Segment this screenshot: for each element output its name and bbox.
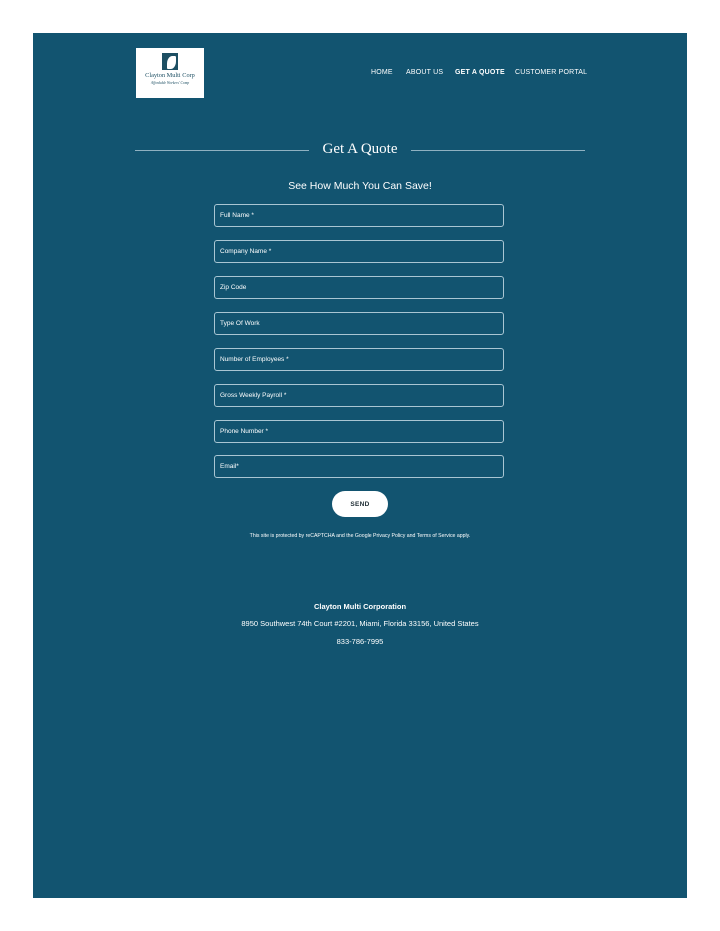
nav-get-a-quote[interactable]: GET A QUOTE [455,69,505,76]
full-name-label: Full Name * [220,212,254,219]
footer-company-name: Clayton Multi Corporation [313,602,407,611]
email-label: Email* [220,463,239,470]
zip-code-field[interactable] [214,276,504,299]
company-name-label: Company Name * [220,248,272,255]
type-of-work-label: Type Of Work [220,320,260,327]
number-of-employees-label: Number of Employees * [220,356,289,363]
nav-customer-portal[interactable]: CUSTOMER PORTAL [515,69,588,76]
logo-mark-icon [162,53,178,70]
zip-code-label: Zip Code [220,284,247,291]
email-field[interactable] [214,455,504,478]
page-title-row [135,141,585,161]
gross-weekly-payroll-label: Gross Weekly Payroll * [220,392,287,399]
phone-number-label: Phone Number * [220,428,269,435]
company-name-field[interactable] [214,240,504,263]
nav-about-us[interactable]: ABOUT US [406,69,444,76]
gross-weekly-payroll-field[interactable] [214,384,504,407]
type-of-work-field[interactable] [214,312,504,335]
number-of-employees-field[interactable] [214,348,504,371]
page-subtitle: See How Much You Can Save! [288,180,432,192]
page-title: Get A Quote [322,141,398,157]
send-button[interactable]: SEND [332,491,388,517]
full-name-field[interactable] [214,204,504,227]
logo-name: Clayton Multi Corp [145,72,195,79]
title-divider-right [411,150,585,151]
footer-phone[interactable]: 833-786-7995 [336,637,384,646]
footer-address: 8950 Southwest 74th Court #2201, Miami, Florida 33156, United States [241,619,479,628]
logo-tagline: Affordable Workers' Comp [150,81,190,85]
phone-number-field[interactable] [214,420,504,443]
nav-home[interactable]: HOME [371,69,393,76]
page-container [33,33,687,898]
company-logo[interactable] [136,48,204,98]
recaptcha-notice: This site is protected by reCAPTCHA and the Google Privacy Policy and Terms of Service apply. [249,533,471,539]
